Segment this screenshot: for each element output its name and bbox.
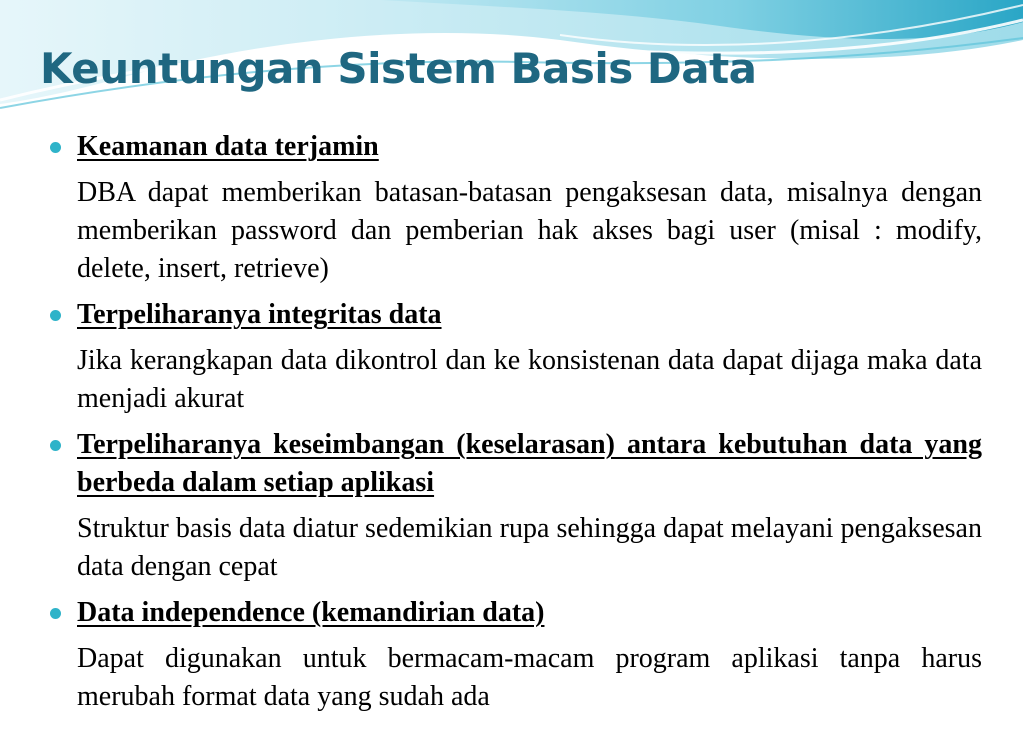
bullet-body: DBA dapat memberikan batasan-batasan pengaksesan data, misalnya dengan memberikan password dan pemberian hak akses bagi user (misal : modify, delete, insert, retrieve) xyxy=(77,177,982,284)
bullet-body: Struktur basis data diatur sedemikian rupa sehingga dapat melayani pengaksesan data dengan cepat xyxy=(77,513,982,582)
bullet-item xyxy=(50,128,982,166)
bullet-list xyxy=(50,128,982,724)
bullet-body: Jika kerangkapan data dikontrol dan ke konsistenan data dapat dijaga maka data menjadi akurat xyxy=(77,345,982,414)
bullet-heading: Keamanan data terjamin xyxy=(77,131,379,162)
bullet-dot-icon xyxy=(50,608,61,619)
bullet-heading: Data independence (kemandirian data) xyxy=(77,597,545,628)
slide-title: Keuntungan Sistem Basis Data xyxy=(40,44,757,93)
bullet-dot-icon xyxy=(50,310,61,321)
bullet-body: Dapat digunakan untuk bermacam-macam program aplikasi tanpa harus merubah format data yang sudah ada xyxy=(77,643,982,712)
bullet-item xyxy=(50,426,982,502)
bullet-heading: Terpeliharanya integritas data xyxy=(77,299,442,330)
bullet-dot-icon xyxy=(50,440,61,451)
bullet-item xyxy=(50,594,982,632)
bullet-heading: Terpeliharanya keseimbangan (keselarasan) antara kebutuhan data yang berbeda dalam setiap aplikasi xyxy=(77,429,982,498)
bullet-dot-icon xyxy=(50,142,61,153)
bullet-item xyxy=(50,296,982,334)
